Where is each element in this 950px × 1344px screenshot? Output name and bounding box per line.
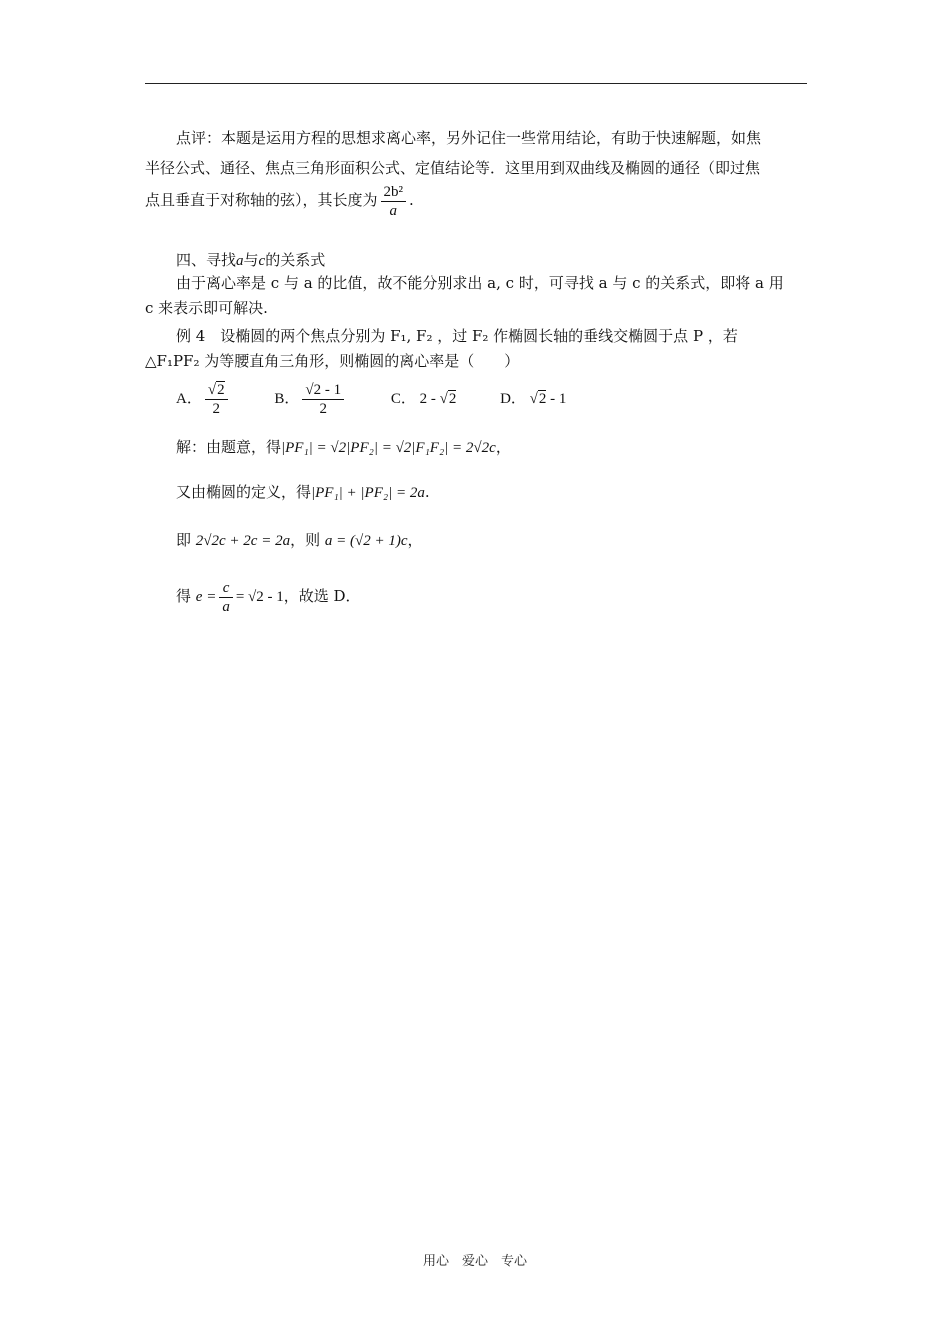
heading-text-2: 与 xyxy=(243,251,259,269)
option-b-num xyxy=(302,381,344,400)
sqrt-icon xyxy=(440,391,448,407)
example-line-1: 例 4 设椭圆的两个焦点分别为 F₁, F₂ ，过 F₂ 作椭圆长轴的垂线交椭圆于点 P ，若 xyxy=(176,327,738,345)
option-a-label: A． xyxy=(176,390,202,407)
option-d-radicand: 2 xyxy=(538,390,547,407)
sqrt-icon xyxy=(305,382,313,398)
solution-step-4 xyxy=(176,576,838,617)
sqrt-icon xyxy=(530,391,538,407)
comment-line-3-suffix: . xyxy=(409,191,414,209)
eccentricity-den: a xyxy=(222,598,230,615)
step-2-text: 又由椭圆的定义，得 xyxy=(176,483,312,501)
comment-line-2: 半径公式、通径、焦点三角形面积公式、定值结论等．这里用到双曲线及椭圆的通径（即过焦 xyxy=(145,159,761,177)
answer-options xyxy=(176,378,838,419)
option-b-label: B． xyxy=(274,390,300,407)
option-b-numerator-text: 2 - 1 xyxy=(313,381,342,398)
step-1-text: 解：由题意，得 xyxy=(176,438,282,456)
eccentricity-num: c xyxy=(219,579,233,598)
step-2-equation: |PF₁| + |PF₂| = 2a xyxy=(311,485,425,501)
sqrt-icon xyxy=(208,382,216,398)
option-a-radicand: 2 xyxy=(217,381,225,398)
heading-text-3: 的关系式 xyxy=(265,251,326,269)
solution-step-3 xyxy=(176,530,838,551)
option-c-expr: 2 - xyxy=(419,390,440,407)
step-2-suffix: . xyxy=(424,483,430,501)
comment-line-3-text: 点且垂直于对称轴的弦），其长度为 xyxy=(145,191,378,209)
step-3-equation-2: a = (√2 + 1)c xyxy=(324,533,408,549)
option-d xyxy=(500,379,566,419)
fraction-numerator: 2b² xyxy=(381,183,407,202)
intro-line-2: c 来表示即可解决. xyxy=(145,299,268,317)
option-b xyxy=(274,379,347,419)
step-1-equation: |PF₁| = √2|PF₂| = √2|F₁F₂| = 2√2c xyxy=(281,440,496,456)
option-a-fraction xyxy=(205,381,228,418)
step-4-result: = √2 - 1 xyxy=(235,589,284,605)
eccentricity-fraction xyxy=(219,579,233,616)
latus-rectum-fraction xyxy=(381,183,407,220)
step-4-e: e = xyxy=(195,589,217,605)
heading-text-1: 四、寻找 xyxy=(176,251,237,269)
option-b-den: 2 xyxy=(319,400,327,417)
fraction-denominator: a xyxy=(389,202,398,219)
comment-line-3 xyxy=(145,180,807,220)
step-4-suffix: ，故选 D． xyxy=(283,587,361,605)
heading-var-a: a xyxy=(236,253,244,269)
solution-step-2 xyxy=(176,482,838,503)
header-rule xyxy=(145,83,807,84)
option-a-den: 2 xyxy=(212,400,220,417)
option-c-label: C． xyxy=(390,390,416,407)
step-4-text: 得 xyxy=(176,587,192,605)
step-3-mid: ，则 xyxy=(290,531,321,549)
section-heading xyxy=(176,250,838,271)
option-c xyxy=(391,379,457,419)
option-a-num xyxy=(205,381,228,400)
comment-line-1: 点评：本题是运用方程的思想求离心率，另外记住一些常用结论，有助于快速解题，如焦 xyxy=(176,129,762,147)
heading-var-c: c xyxy=(258,253,266,269)
intro-line-1: 由于离心率是 c 与 a 的比值，故不能分别求出 a, c 时，可寻找 a 与 c 的关系式，即将 a 用 xyxy=(176,274,784,292)
option-d-expr: - 1 xyxy=(546,390,567,407)
step-3-suffix: ， xyxy=(407,531,423,549)
step-1-suffix: ， xyxy=(495,438,511,456)
example-line-2: △F₁PF₂ 为等腰直角三角形，则椭圆的离心率是（ ） xyxy=(145,352,520,370)
step-3-equation-1: 2√2c + 2c = 2a xyxy=(195,533,291,549)
solution-step-1 xyxy=(176,437,838,458)
option-c-radicand: 2 xyxy=(448,390,457,407)
page-footer: 用心 爱心 专心 xyxy=(422,1254,527,1269)
option-a xyxy=(176,379,231,419)
step-3-text: 即 xyxy=(176,531,192,549)
option-d-label: D． xyxy=(500,390,526,407)
option-b-fraction xyxy=(302,381,344,418)
